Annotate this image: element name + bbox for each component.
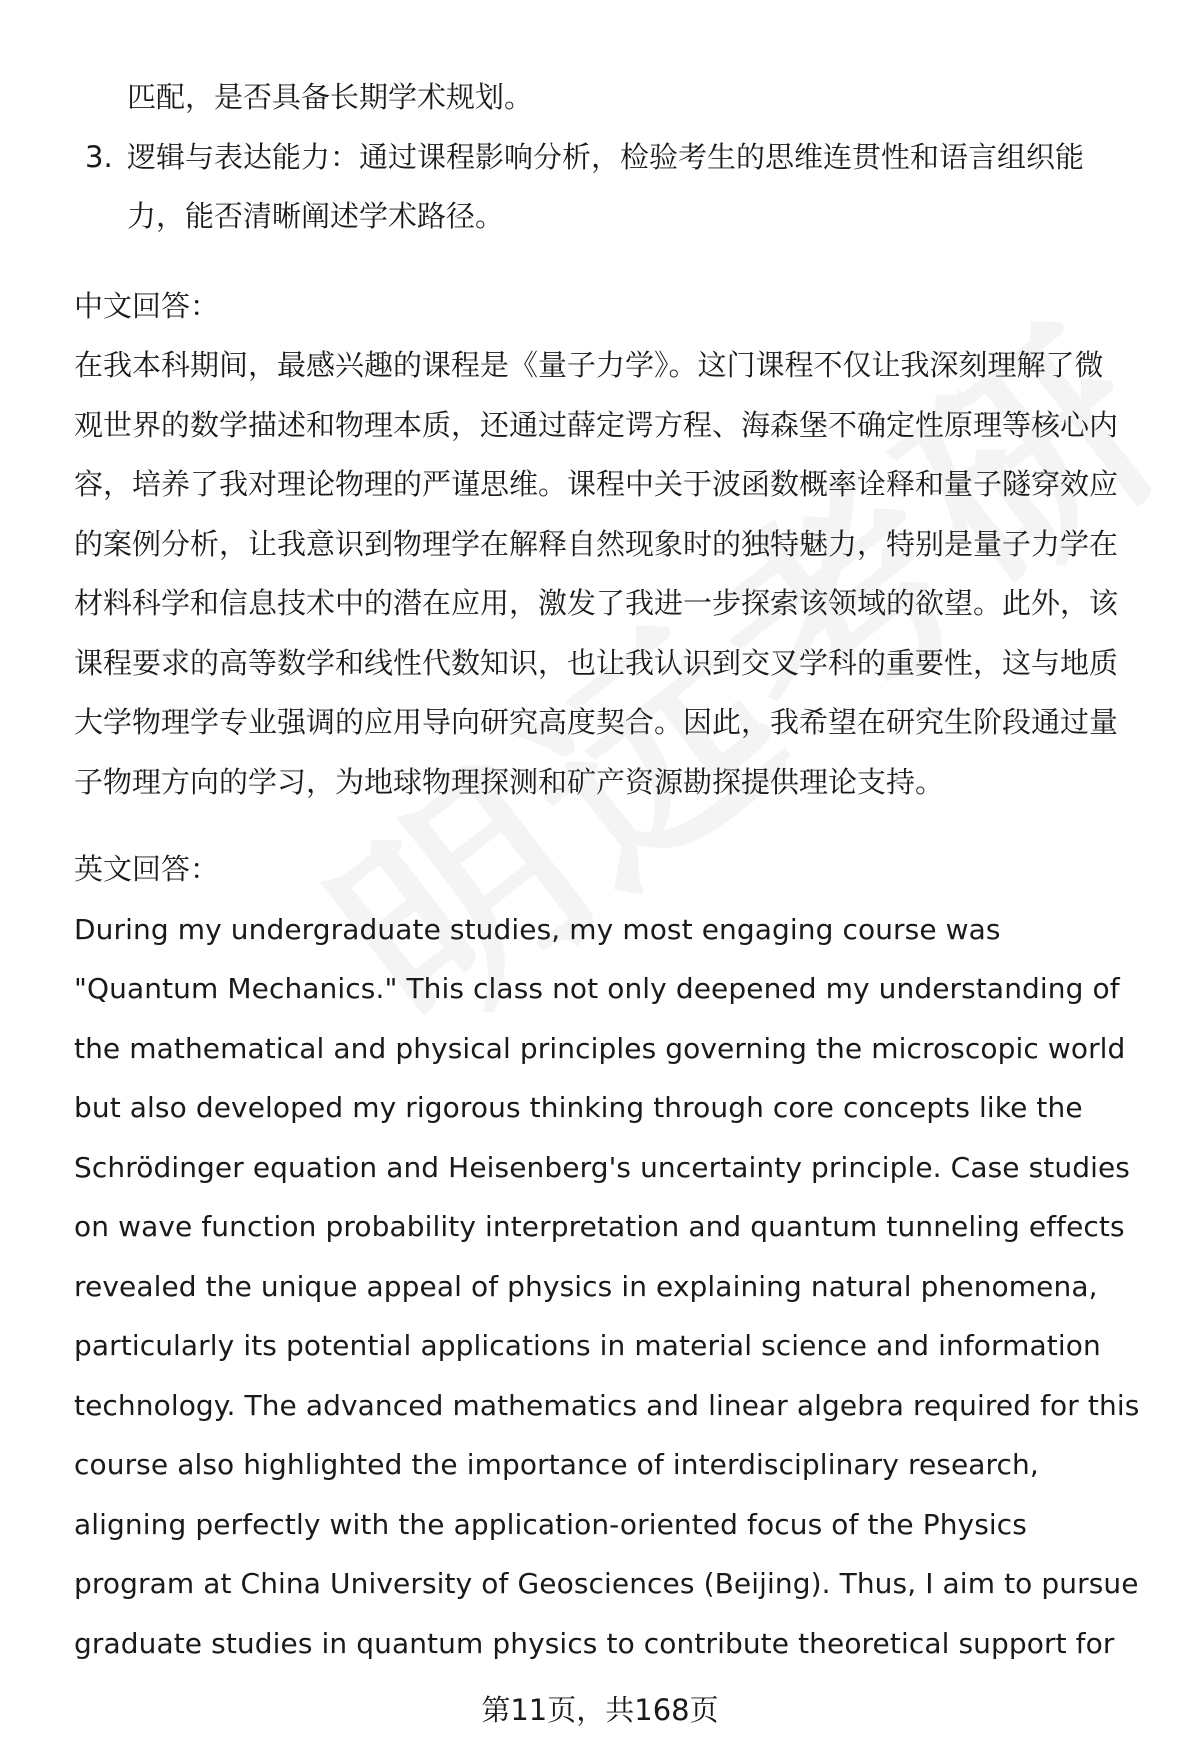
english-line: "Quantum Mechanics." This class not only deepened my understanding of [74, 972, 1120, 1005]
chinese-line: 大学物理学专业强调的应用导向研究高度契合。因此，我希望在研究生阶段通过量 [74, 705, 1119, 739]
chinese-answer-heading: 中文回答： [74, 288, 220, 323]
english-line: technology. The advanced mathematics and linear algebra required for this [74, 1388, 1140, 1422]
chinese-line: 在我本科期间，最感兴趣的课程是《量子力学》。这门课程不仅让我深刻理解了微 [74, 348, 1104, 382]
english-line: revealed the unique appeal of physics in explaining natural phenomena, [74, 1269, 1098, 1303]
english-line: graduate studies in quantum physics to contribute theoretical support for [74, 1626, 1115, 1660]
list-item-number: 3. [85, 139, 113, 174]
english-line: program at China University of Geosciences (Beijing). Thus, I aim to pursue [74, 1567, 1139, 1600]
english-line: During my undergraduate studies, my most engaging course was [74, 912, 1001, 946]
english-line: on wave function probability interpretation and quantum tunneling effects [74, 1210, 1125, 1243]
english-line: Schrödinger equation and Heisenberg's uncertainty principle. Case studies [74, 1150, 1130, 1184]
english-line: but also developed my rigorous thinking through core concepts like the [74, 1091, 1083, 1124]
page-number-footer: 第11页，共168页 [481, 1693, 719, 1727]
list-item-3-line-1 [74, 128, 1146, 188]
list-item-3-line-2: 力，能否清晰阐述学术路径。 [127, 199, 505, 233]
english-answer-paragraph [74, 900, 1146, 1674]
english-line: course also highlighted the importance of interdisciplinary research, [74, 1448, 1039, 1481]
english-line: particularly its potential applications in material science and information [74, 1329, 1101, 1362]
page-content [74, 68, 1146, 1673]
chinese-answer-paragraph [74, 336, 1146, 812]
chinese-line: 课程要求的高等数学和线性代数知识，也让我认识到交叉学科的重要性，这与地质 [74, 645, 1119, 680]
english-line: the mathematical and physical principles governing the microscopic world [74, 1031, 1126, 1065]
chinese-line: 的案例分析，让我意识到物理学在解释自然现象时的独特魅力，特别是量子力学在 [74, 526, 1119, 561]
english-line: aligning perfectly with the application-oriented focus of the Physics [74, 1507, 1027, 1541]
english-answer-heading: 英文回答： [74, 852, 220, 886]
chinese-line: 子物理方向的学习，为地球物理探测和矿产资源勘探提供理论支持。 [74, 764, 945, 799]
list-item-text: 逻辑与表达能力：通过课程影响分析，检验考生的思维连贯性和语言组织能 [127, 139, 1085, 174]
chinese-line: 材料科学和信息技术中的潜在应用，激发了我进一步探索该领域的欲望。此外，该 [74, 586, 1119, 620]
continued-text-line: 匹配，是否具备长期学术规划。 [127, 80, 534, 114]
chinese-line: 容，培养了我对理论物理的严谨思维。课程中关于波函数概率诠释和量子隧穿效应 [74, 467, 1119, 501]
chinese-line: 观世界的数学描述和物理本质，还通过薛定谔方程、海森堡不确定性原理等核心内 [74, 407, 1119, 442]
